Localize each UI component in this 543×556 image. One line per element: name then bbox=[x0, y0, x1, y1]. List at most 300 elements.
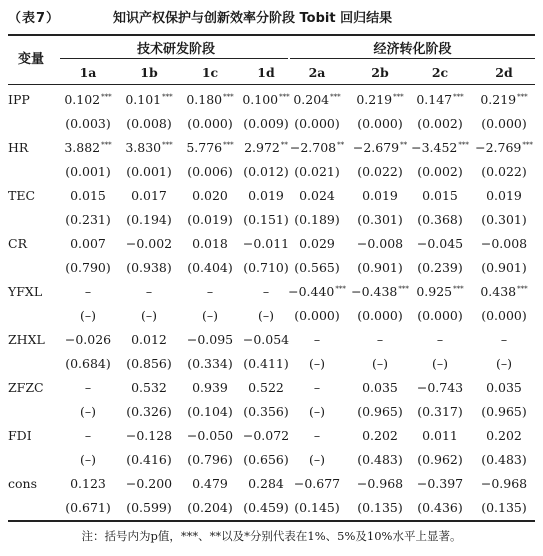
cell-value: 0.939 bbox=[192, 380, 228, 395]
table-row-cr bbox=[0, 232, 543, 256]
table-cell bbox=[118, 500, 180, 515]
cell-value: (0.301) bbox=[357, 212, 403, 227]
significance-stars: *** bbox=[101, 93, 112, 101]
cell-value: (0.790) bbox=[65, 260, 111, 275]
cell-value: – bbox=[500, 332, 508, 347]
cell-value: −0.677 bbox=[293, 476, 341, 491]
cell-value: (0.021) bbox=[294, 164, 340, 179]
column-header-2d: 2d bbox=[495, 65, 513, 80]
table-cell bbox=[349, 428, 411, 443]
cell-value: 0.007 bbox=[70, 236, 106, 251]
table-cell bbox=[57, 404, 119, 419]
table-cell bbox=[179, 380, 241, 395]
table-cell bbox=[179, 428, 241, 443]
table-cell bbox=[349, 92, 411, 107]
table-cell bbox=[57, 380, 119, 395]
cell-value: (–) bbox=[201, 308, 218, 323]
table-cell bbox=[349, 260, 411, 275]
table-cell bbox=[349, 452, 411, 467]
table-cell bbox=[409, 452, 471, 467]
table-number: （表7） bbox=[8, 11, 61, 26]
table-cell bbox=[286, 164, 348, 179]
cell-value: 0.015 bbox=[70, 188, 106, 203]
table-cell bbox=[57, 212, 119, 227]
cell-value: (0.356) bbox=[243, 404, 289, 419]
table-cell bbox=[286, 92, 348, 107]
cell-value: 0.123 bbox=[70, 476, 106, 491]
table-row-pvalues bbox=[0, 496, 543, 520]
cell-value: 0.012 bbox=[131, 332, 167, 347]
cell-value: −0.008 bbox=[356, 236, 404, 251]
cell-value: 0.015 bbox=[422, 188, 458, 203]
cell-value: (0.565) bbox=[294, 260, 340, 275]
table-cell bbox=[57, 452, 119, 467]
cell-value: (0.000) bbox=[294, 308, 340, 323]
table-cell bbox=[179, 260, 241, 275]
cell-value: (–) bbox=[431, 356, 448, 371]
cell-value: (0.000) bbox=[417, 308, 463, 323]
cell-value: (0.003) bbox=[65, 116, 111, 131]
significance-stars: *** bbox=[330, 93, 341, 101]
table-cell bbox=[286, 452, 348, 467]
cell-value: 0.035 bbox=[486, 380, 522, 395]
cell-value: – bbox=[313, 428, 321, 443]
cell-value: (–) bbox=[79, 404, 96, 419]
table-cell bbox=[409, 140, 471, 155]
table-cell bbox=[57, 356, 119, 371]
table-cell bbox=[57, 260, 119, 275]
cell-value: (0.796) bbox=[187, 452, 233, 467]
cell-value: −0.026 bbox=[64, 332, 112, 347]
cell-value: (0.965) bbox=[481, 404, 527, 419]
table-row-cons bbox=[0, 472, 543, 496]
significance-stars: *** bbox=[162, 141, 173, 149]
table-cell bbox=[286, 116, 348, 131]
cell-value: 2.972 bbox=[244, 140, 280, 155]
table-cell bbox=[118, 116, 180, 131]
column-header-2b: 2b bbox=[371, 65, 389, 80]
cell-value: (–) bbox=[308, 452, 325, 467]
table-cell bbox=[286, 236, 348, 251]
significance-stars: *** bbox=[398, 285, 409, 293]
table-cell bbox=[118, 452, 180, 467]
cell-value: −0.397 bbox=[416, 476, 464, 491]
table-cell bbox=[473, 380, 535, 395]
cell-value: (0.326) bbox=[126, 404, 172, 419]
table-cell bbox=[179, 356, 241, 371]
table-cell bbox=[286, 500, 348, 515]
table-row-pvalues bbox=[0, 160, 543, 184]
cell-value: – bbox=[313, 332, 321, 347]
cell-value: −0.200 bbox=[125, 476, 173, 491]
table-cell bbox=[473, 140, 535, 155]
table-cell bbox=[409, 236, 471, 251]
cell-value: (0.151) bbox=[243, 212, 289, 227]
table-cell bbox=[286, 140, 348, 155]
cell-value: (–) bbox=[79, 452, 96, 467]
cell-value: 0.102 bbox=[64, 92, 101, 107]
cell-value: (0.483) bbox=[357, 452, 403, 467]
cell-value: (0.135) bbox=[357, 500, 403, 515]
table-cell bbox=[349, 164, 411, 179]
cell-value: (0.901) bbox=[357, 260, 403, 275]
table-cell bbox=[57, 476, 119, 491]
significance-stars: *** bbox=[517, 285, 528, 293]
table-cell bbox=[473, 260, 535, 275]
significance-stars: ** bbox=[400, 141, 408, 149]
cell-value: −2.679 bbox=[352, 140, 400, 155]
cell-value: (0.710) bbox=[243, 260, 289, 275]
significance-stars: *** bbox=[223, 141, 234, 149]
table-cell bbox=[179, 236, 241, 251]
table-cell bbox=[349, 308, 411, 323]
cell-value: 0.180 bbox=[186, 92, 223, 107]
row-label: ZFZC bbox=[8, 380, 44, 395]
cell-value: (–) bbox=[371, 356, 388, 371]
cell-value: 0.522 bbox=[248, 380, 284, 395]
table-cell bbox=[349, 356, 411, 371]
cell-value: −2.708 bbox=[289, 140, 337, 155]
table-cell bbox=[409, 428, 471, 443]
cell-value: (0.000) bbox=[294, 116, 340, 131]
cell-value: (0.671) bbox=[65, 500, 111, 515]
table-cell bbox=[473, 308, 535, 323]
table-row-pvalues bbox=[0, 112, 543, 136]
cell-value: – bbox=[84, 284, 92, 299]
table-cell bbox=[409, 476, 471, 491]
table-cell bbox=[118, 380, 180, 395]
cell-value: 0.024 bbox=[299, 188, 335, 203]
table-cell bbox=[349, 332, 411, 347]
table-cell bbox=[179, 284, 241, 299]
cell-value: (–) bbox=[79, 308, 96, 323]
significance-stars: *** bbox=[393, 93, 404, 101]
table-caption bbox=[0, 8, 543, 30]
cell-value: (0.006) bbox=[187, 164, 233, 179]
cell-value: (0.022) bbox=[357, 164, 403, 179]
row-header-label: 变量 bbox=[17, 52, 44, 67]
cell-value: 0.925 bbox=[416, 284, 453, 299]
cell-value: −0.054 bbox=[242, 332, 290, 347]
cell-value: (0.404) bbox=[187, 260, 233, 275]
table-cell bbox=[409, 260, 471, 275]
table-cell bbox=[118, 188, 180, 203]
cell-value: (–) bbox=[308, 356, 325, 371]
table-cell bbox=[57, 116, 119, 131]
table-cell bbox=[473, 188, 535, 203]
cell-value: −0.968 bbox=[356, 476, 404, 491]
table-cell bbox=[179, 116, 241, 131]
cell-value: −0.440 bbox=[288, 284, 335, 299]
bottom-rule bbox=[8, 520, 535, 522]
cell-value: 0.438 bbox=[480, 284, 517, 299]
cell-value: (0.684) bbox=[65, 356, 111, 371]
table-cell bbox=[179, 188, 241, 203]
cell-value: −3.452 bbox=[411, 140, 458, 155]
table-row-yfxl bbox=[0, 280, 543, 304]
cell-value: (0.965) bbox=[357, 404, 403, 419]
cell-value: (0.901) bbox=[481, 260, 527, 275]
cell-value: (0.239) bbox=[417, 260, 463, 275]
cell-value: 5.776 bbox=[186, 140, 223, 155]
cell-value: −0.072 bbox=[242, 428, 290, 443]
cell-value: 0.532 bbox=[131, 380, 167, 395]
cell-value: (0.000) bbox=[187, 116, 233, 131]
cell-value: (0.416) bbox=[126, 452, 172, 467]
cell-value: (–) bbox=[140, 308, 157, 323]
table-row-pvalues bbox=[0, 448, 543, 472]
table-cell bbox=[473, 92, 535, 107]
cell-value: 0.202 bbox=[362, 428, 398, 443]
cell-value: (0.301) bbox=[481, 212, 527, 227]
table-row-ipp bbox=[0, 88, 543, 112]
significance-stars: *** bbox=[517, 93, 528, 101]
table-cell bbox=[349, 116, 411, 131]
cell-value: (–) bbox=[308, 404, 325, 419]
table-cell bbox=[286, 188, 348, 203]
cell-value: (0.009) bbox=[243, 116, 289, 131]
table-cell bbox=[473, 428, 535, 443]
cell-value: – bbox=[84, 380, 92, 395]
cell-value: (0.368) bbox=[417, 212, 463, 227]
table-row-zfzc bbox=[0, 376, 543, 400]
table-cell bbox=[473, 476, 535, 491]
row-label: cons bbox=[8, 476, 37, 491]
cell-value: 0.147 bbox=[416, 92, 453, 107]
cell-value: 0.019 bbox=[486, 188, 522, 203]
row-label: TEC bbox=[8, 188, 36, 203]
significance-stars: *** bbox=[453, 93, 464, 101]
table-cell bbox=[349, 500, 411, 515]
table-cell bbox=[57, 92, 119, 107]
table-cell bbox=[409, 356, 471, 371]
table-cell bbox=[118, 308, 180, 323]
table-cell bbox=[286, 260, 348, 275]
cell-value: 0.101 bbox=[125, 92, 162, 107]
cell-value: – bbox=[313, 380, 321, 395]
cell-value: 0.011 bbox=[422, 428, 458, 443]
table-cell bbox=[57, 428, 119, 443]
table-cell bbox=[349, 188, 411, 203]
cell-value: (0.001) bbox=[126, 164, 172, 179]
table-row-pvalues bbox=[0, 256, 543, 280]
table-row-pvalues bbox=[0, 352, 543, 376]
significance-stars: *** bbox=[223, 93, 234, 101]
cell-value: (0.483) bbox=[481, 452, 527, 467]
significance-stars: ** bbox=[337, 141, 345, 149]
cell-value: (–) bbox=[495, 356, 512, 371]
table-cell bbox=[473, 404, 535, 419]
table-cell bbox=[118, 236, 180, 251]
group-underline-conversion bbox=[290, 58, 535, 59]
cell-value: 0.284 bbox=[248, 476, 284, 491]
cell-value: (0.656) bbox=[243, 452, 289, 467]
table-cell bbox=[409, 188, 471, 203]
table-cell bbox=[57, 332, 119, 347]
significance-stars: *** bbox=[101, 141, 112, 149]
cell-value: – bbox=[145, 284, 153, 299]
cell-value: (0.000) bbox=[357, 308, 403, 323]
cell-value: 0.019 bbox=[362, 188, 398, 203]
table-cell bbox=[118, 428, 180, 443]
table-cell bbox=[473, 236, 535, 251]
table-cell bbox=[179, 164, 241, 179]
table-cell bbox=[409, 116, 471, 131]
cell-value: (0.204) bbox=[187, 500, 233, 515]
table-row-fdi bbox=[0, 424, 543, 448]
cell-value: −0.128 bbox=[125, 428, 173, 443]
row-label: FDI bbox=[8, 428, 32, 443]
column-header-2a: 2a bbox=[308, 65, 326, 80]
table-cell bbox=[57, 500, 119, 515]
cell-value: (0.012) bbox=[243, 164, 289, 179]
table-note: 注：括号内为p值，***、**以及*分别代表在1%、5%及10%水平上显著。 bbox=[81, 529, 462, 543]
table-cell bbox=[118, 404, 180, 419]
cell-value: 0.219 bbox=[480, 92, 517, 107]
table-cell bbox=[473, 356, 535, 371]
table-cell bbox=[473, 116, 535, 131]
cell-value: −0.968 bbox=[480, 476, 528, 491]
group-header-conversion: 经济转化阶段 bbox=[373, 42, 452, 57]
cell-value: (0.599) bbox=[126, 500, 172, 515]
table-cell bbox=[118, 92, 180, 107]
table-cell bbox=[409, 164, 471, 179]
table-cell bbox=[118, 356, 180, 371]
table-cell bbox=[473, 500, 535, 515]
table-cell bbox=[179, 308, 241, 323]
cell-value: (0.317) bbox=[417, 404, 463, 419]
table-cell bbox=[179, 500, 241, 515]
table-cell bbox=[349, 380, 411, 395]
cell-value: 0.219 bbox=[356, 92, 393, 107]
table-cell bbox=[179, 452, 241, 467]
table-cell bbox=[349, 284, 411, 299]
column-header-1d: 1d bbox=[257, 65, 275, 80]
table-cell bbox=[286, 476, 348, 491]
table-cell bbox=[473, 284, 535, 299]
row-label: YFXL bbox=[8, 284, 43, 299]
cell-value: (0.436) bbox=[417, 500, 463, 515]
cell-value: 0.017 bbox=[131, 188, 167, 203]
table-cell bbox=[409, 500, 471, 515]
column-header-1b: 1b bbox=[140, 65, 158, 80]
significance-stars: *** bbox=[279, 93, 290, 101]
cell-value: 0.029 bbox=[299, 236, 335, 251]
cell-value: (0.000) bbox=[481, 308, 527, 323]
significance-stars: ** bbox=[280, 141, 288, 149]
cell-value: 3.882 bbox=[64, 140, 101, 155]
cell-value: −2.769 bbox=[475, 140, 522, 155]
cell-value: (0.411) bbox=[243, 356, 289, 371]
cell-value: (0.459) bbox=[243, 500, 289, 515]
table-cell bbox=[118, 476, 180, 491]
table-cell bbox=[409, 380, 471, 395]
table-cell bbox=[409, 92, 471, 107]
table-cell bbox=[473, 452, 535, 467]
header-rule bbox=[8, 84, 535, 85]
cell-value: (0.002) bbox=[417, 116, 463, 131]
cell-value: 3.830 bbox=[125, 140, 162, 155]
table-cell bbox=[409, 212, 471, 227]
table-cell bbox=[409, 332, 471, 347]
table-cell bbox=[57, 140, 119, 155]
cell-value: (0.001) bbox=[65, 164, 111, 179]
top-rule bbox=[8, 34, 535, 36]
cell-value: (0.000) bbox=[357, 116, 403, 131]
cell-value: (0.334) bbox=[187, 356, 233, 371]
cell-value: (0.145) bbox=[294, 500, 340, 515]
table-cell bbox=[57, 308, 119, 323]
group-underline-research bbox=[60, 58, 288, 59]
cell-value: (–) bbox=[257, 308, 274, 323]
row-label: IPP bbox=[8, 92, 30, 107]
table-cell bbox=[286, 356, 348, 371]
cell-value: 0.204 bbox=[293, 92, 330, 107]
cell-value: (0.019) bbox=[187, 212, 233, 227]
table-row-tec bbox=[0, 184, 543, 208]
column-header-1c: 1c bbox=[201, 65, 219, 80]
cell-value: 0.020 bbox=[192, 188, 228, 203]
table-cell bbox=[473, 164, 535, 179]
cell-value: −0.002 bbox=[125, 236, 173, 251]
table-cell bbox=[349, 140, 411, 155]
cell-value: 0.019 bbox=[248, 188, 284, 203]
table-row-hr bbox=[0, 136, 543, 160]
cell-value: – bbox=[376, 332, 384, 347]
table-cell bbox=[179, 140, 241, 155]
cell-value: −0.011 bbox=[242, 236, 290, 251]
significance-stars: *** bbox=[522, 141, 533, 149]
table-cell bbox=[179, 332, 241, 347]
cell-value: (0.231) bbox=[65, 212, 111, 227]
cell-value: (0.002) bbox=[417, 164, 463, 179]
table-cell bbox=[57, 164, 119, 179]
table-cell bbox=[286, 404, 348, 419]
cell-value: (0.022) bbox=[481, 164, 527, 179]
table-cell bbox=[349, 212, 411, 227]
table-cell bbox=[286, 380, 348, 395]
cell-value: 0.100 bbox=[242, 92, 279, 107]
cell-value: (0.962) bbox=[417, 452, 463, 467]
cell-value: (0.938) bbox=[126, 260, 172, 275]
table-row-pvalues bbox=[0, 400, 543, 424]
table-row-pvalues bbox=[0, 304, 543, 328]
table-cell bbox=[349, 476, 411, 491]
cell-value: – bbox=[436, 332, 444, 347]
table-cell bbox=[57, 236, 119, 251]
table-cell bbox=[179, 476, 241, 491]
table-cell bbox=[349, 404, 411, 419]
table-cell bbox=[57, 284, 119, 299]
table-cell bbox=[349, 236, 411, 251]
cell-value: 0.202 bbox=[486, 428, 522, 443]
table-cell bbox=[286, 284, 348, 299]
table-row-pvalues bbox=[0, 208, 543, 232]
table-cell bbox=[118, 284, 180, 299]
cell-value: −0.008 bbox=[480, 236, 528, 251]
significance-stars: *** bbox=[162, 93, 173, 101]
table-cell bbox=[118, 164, 180, 179]
table-cell bbox=[57, 188, 119, 203]
table-cell bbox=[118, 212, 180, 227]
significance-stars: *** bbox=[453, 285, 464, 293]
cell-value: – bbox=[206, 284, 214, 299]
cell-value: 0.035 bbox=[362, 380, 398, 395]
table-cell bbox=[409, 404, 471, 419]
cell-value: (0.856) bbox=[126, 356, 172, 371]
row-label: ZHXL bbox=[8, 332, 45, 347]
significance-stars: *** bbox=[335, 285, 346, 293]
